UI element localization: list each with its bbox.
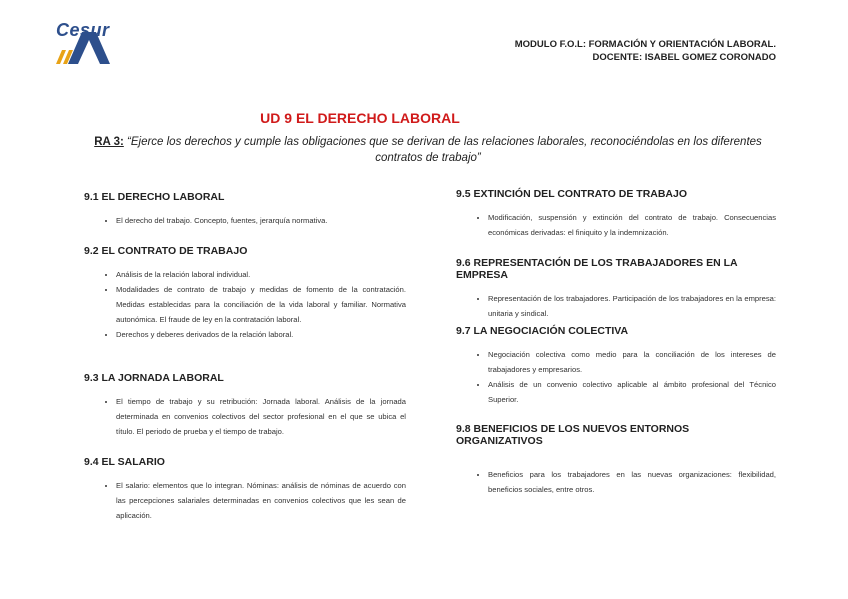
list-item: • Negociación colectiva como medio para la conciliación de los intereses de trabajadores y empresarios. (488, 347, 776, 377)
list-item: • El derecho del trabajo. Concepto, fuentes, jerarquía normativa. (116, 213, 406, 228)
section-list (84, 394, 406, 439)
learning-outcome (78, 134, 778, 166)
section-heading: 9.5 EXTINCIÓN DEL CONTRATO DE TRABAJO (456, 188, 688, 200)
list-item: • Análisis de un convenio colectivo aplicable al ámbito profesional del Técnico Superior. (488, 377, 776, 407)
cesur-logo (52, 18, 114, 66)
list-item: • El salario: elementos que lo integran. Nóminas: análisis de nóminas de acuerdo con las percepciones salariales determinadas en convenios colectivos que les sean de aplicación. (116, 478, 406, 523)
section-9-7 (456, 325, 776, 420)
section-9-2 (84, 245, 406, 355)
ra-text: “Ejerce los derechos y cumple las obligaciones que se derivan de las relaciones laborales, reconociéndolas en los diferentes contratos de trabajo” (123, 136, 762, 164)
section-heading: 9.8 BENEFICIOS DE LOS NUEVOS ENTORNOS ORGANIZATIVOS (456, 423, 690, 447)
section-9-6 (456, 257, 776, 334)
teacher-line: DOCENTE: ISABEL GOMEZ CORONADO (592, 52, 776, 63)
section-list (456, 467, 776, 497)
section-9-5 (456, 188, 776, 253)
section-heading: 9.7 LA NEGOCIACIÓN COLECTIVA (456, 325, 629, 337)
section-list (84, 478, 406, 523)
list-item: • Modalidades de contrato de trabajo y medidas de fomento de la contratación. Medidas establecidas para la conciliación de la vida laboral y familiar. Normativa autonómica. El fraude de ley en la contratación laboral. (116, 282, 406, 327)
section-list (456, 210, 776, 240)
section-9-4 (84, 456, 406, 536)
logo-text: Cesur (56, 20, 110, 40)
section-heading: 9.6 REPRESENTACIÓN DE LOS TRABAJADORES EN LA EMPRESA (456, 257, 738, 281)
unit-title: UD 9 EL DERECHO LABORAL (260, 110, 460, 126)
list-item: • Beneficios para los trabajadores en las nuevas organizaciones: flexibilidad, beneficios sociales, entre otros. (488, 467, 776, 497)
list-item: • Derechos y deberes derivados de la relación laboral. (116, 327, 406, 342)
section-9-8 (456, 423, 776, 510)
ra-label: RA 3: (94, 136, 124, 148)
section-9-3 (84, 372, 406, 452)
section-list (84, 213, 406, 228)
section-heading: 9.2 EL CONTRATO DE TRABAJO (84, 245, 248, 257)
section-heading: 9.4 EL SALARIO (84, 456, 165, 468)
section-list (84, 267, 406, 342)
section-9-1 (84, 191, 406, 241)
section-heading: 9.3 LA JORNADA LABORAL (84, 372, 224, 384)
section-list (456, 291, 776, 321)
section-list (456, 347, 776, 407)
document-header (515, 38, 776, 64)
section-heading: 9.1 EL DERECHO LABORAL (84, 191, 225, 203)
list-item: • El tiempo de trabajo y su retribución: Jornada laboral. Análisis de la jornada determinada en convenios colectivos del sector profesional en el que se ubica el título. El periodo de prueba y el tiempo de trabajo. (116, 394, 406, 439)
list-item: • Representación de los trabajadores. Participación de los trabajadores en la empresa: unitaria y sindical. (488, 291, 776, 321)
module-line: MODULO F.O.L: FORMACIÓN Y ORIENTACIÓN LABORAL. (514, 39, 776, 50)
list-item: • Análisis de la relación laboral individual. (116, 267, 406, 282)
list-item: • Modificación, suspensión y extinción del contrato de trabajo. Consecuencias económicas derivadas: el finiquito y la indemnización. (488, 210, 776, 240)
